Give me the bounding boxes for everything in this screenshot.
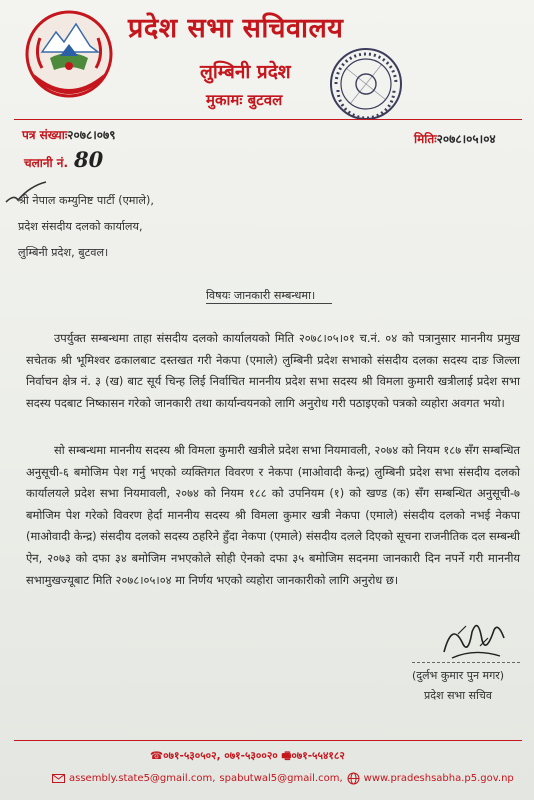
patra-label: पत्र संख्याः <box>22 128 68 142</box>
date-label: मितिः <box>414 132 437 146</box>
phone-icon: ☎ <box>150 750 164 762</box>
body-paragraph-2: सो सम्बन्धमा माननीय सदस्य श्री विमला कुमारी खत्रीले प्रदेश सभा नियमावली, २०७४ को नियम १८७ सँग सम्बन्धित अनुसूची-६ बमोजिम पेश गर्नु भएको व्यक्तिगत विवरण र नेकपा (माओवादी केन्द्र) लुम्बिनी प्रदेश सभा संसदीय दलको कार्यालयले प्रदेश सभा नियमावली, २०७४ को नियम १८८ को उपनियम (१) को खण्ड (क) सँग सम्बन्धित अनुसूची-७ बमोजिम पेश गरेको विवरण हेर्दा माननीय सदस्य श्री विमला कुमार खत्री नेकपा (एमाले) संसदीय दलको नभई नेकपा (माओवादी केन्द्र) संसदीय दलको सदस्य ठहरिने हुँदा नेकपा (एमाले) संसदीय दलले दिएको सूचना राजनीतिक दल सम्बन्धी ऐन, २०७३ को दफा ३४ बमोजिम नभएकोले सोही ऐनको दफा ३५ बमोजिम सदनमा जानकारी दिन नपर्ने गरी माननीय सभामुखज्यूबाट मिति २०७८।०५।०४ मा निर्णय भएको व्यहोरा जानकारीको लागि अनुरोध छ। <box>26 443 521 587</box>
signatory-title: प्रदेश सभा सचिव <box>424 689 492 702</box>
footer-phones: ०७१-५३०५०२, ०७१-५३००२० <box>163 750 282 762</box>
signature-rule <box>412 662 520 663</box>
nepal-emblem-icon <box>20 8 118 100</box>
patra-value: २०७८।०७९ <box>67 128 116 142</box>
subject-underline <box>206 303 332 304</box>
addressee-line: प्रदेश संसदीय दलको कार्यालय, <box>18 220 143 233</box>
chalani-number <box>24 147 103 172</box>
globe-icon <box>347 772 360 785</box>
patra-sankhya <box>22 126 115 143</box>
email-icon <box>52 772 65 785</box>
addressee-block <box>18 188 154 266</box>
province-name: लुम्बिनी प्रदेश <box>200 61 291 83</box>
subject-line: विषयः जानकारी सम्बन्धमा। <box>206 289 316 302</box>
signatory-name: (दुर्लभ कुमार पुन मगर) <box>412 669 505 682</box>
fax-icon: 🖷 <box>281 750 292 762</box>
footer-website[interactable]: www.pradeshsabha.p5.gov.np <box>363 773 514 784</box>
addressee-line: श्री नेपाल कम्युनिष्ट पार्टी (एमाले), <box>18 194 154 207</box>
body-paragraph-1: उपर्युक्त सम्बन्धमा ताहा संसदीय दलको कार्यालयको मिति २०७८।०५।०१ च.नं. ०४ को पत्रानुसार माननीय प्रमुख सचेतक श्री भूमिश्वर ढकालबाट दस्तखत गरी नेकपा (एमाले) लुम्बिनी प्रदेश सभाको संसदीय दलका सदस्य दाङ जिल्ला निर्वाचन क्षेत्र नं. ३ (ख) बाट सूर्य चिन्ह लिई निर्वाचित माननीय प्रदेश सभा सदस्य श्री विमला कुमारी खत्रीलाई प्रदेश सभा सदस्य पदबाट निष्कासन गरेको जानकारी तथा कार्यान्वयनको लागि अनुरोध गरी पठाइएको पत्रको व्यहोरा अवगत भयो। <box>26 331 520 410</box>
chalani-value: 80 <box>74 147 104 172</box>
footer-email-1[interactable]: assembly.state5@gmail.com, <box>69 773 216 784</box>
letter-date <box>414 130 496 147</box>
office-title: प्रदेश सभा सचिवालय <box>128 13 344 44</box>
date-value: २०७८।०५।०४ <box>436 132 496 146</box>
footer-rule <box>14 740 522 741</box>
header-rule <box>14 119 522 120</box>
footer-phone-line <box>150 748 345 766</box>
chalani-label: चलानी नं. <box>24 156 69 170</box>
footer-fax: ०७१-५५४१८२ <box>291 750 345 762</box>
footer-contact-line <box>52 772 514 785</box>
signature-icon <box>438 612 510 668</box>
office-stamp-icon <box>328 46 404 122</box>
office-location: मुकामः बुटवल <box>206 91 283 109</box>
footer-email-2[interactable]: spabutwal5@gmail.com, <box>219 773 343 784</box>
addressee-line: लुम्बिनी प्रदेश, बुटवल। <box>18 246 109 259</box>
